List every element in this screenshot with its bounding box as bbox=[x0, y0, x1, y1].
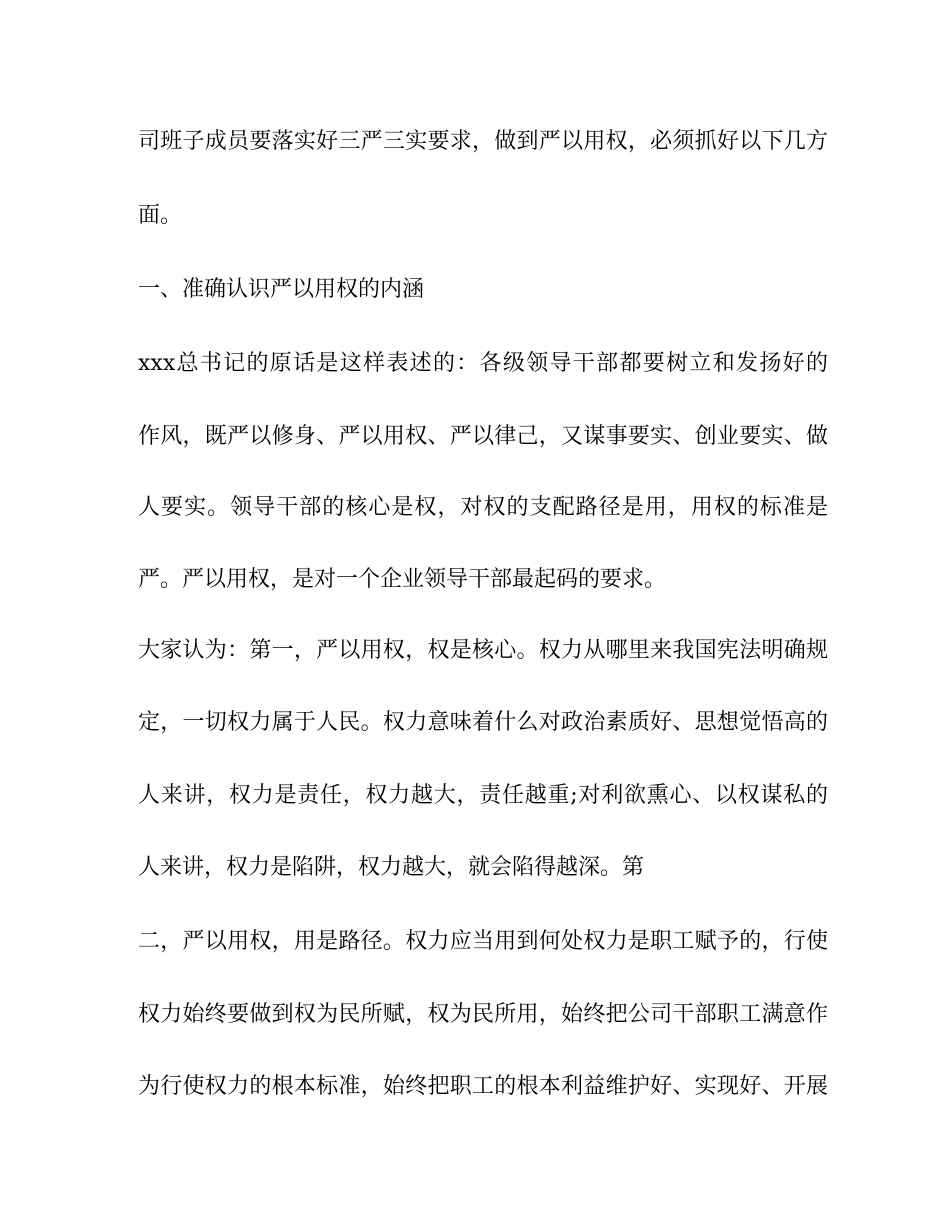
text-line: 严。严以用权，是对一个企业领导干部最起码的要求。 bbox=[138, 567, 667, 592]
text-line: 定，一切权力属于人民。权力意味着什么对政治素质好、思想觉悟高的 bbox=[138, 710, 828, 735]
text-line: 人来讲，权力是责任，权力越大，责任越重;对利欲熏心、以权谋私的 bbox=[138, 783, 828, 808]
text-line: 司班子成员要落实好三严三实要求，做到严以用权，必须抓好以下几方 bbox=[138, 129, 828, 154]
text-line: 人要实。领导干部的核心是权，对权的支配路径是用，用权的标准是 bbox=[138, 495, 828, 520]
text-line: 作风，既严以修身、严以用权、严以律己，又谋事要实、创业要实、做 bbox=[138, 424, 828, 449]
text-line: 面。 bbox=[138, 203, 183, 228]
text-line: 二，严以用权，用是路径。权力应当用到何处权力是职工赋予的，行使 bbox=[138, 929, 828, 954]
text-line: 大家认为：第一，严以用权，权是核心。权力从哪里来我国宪法明确规 bbox=[138, 638, 828, 663]
section-heading: 一、准确认识严以用权的内涵 bbox=[138, 277, 425, 302]
text-line: 权力始终要做到权为民所赋，权为民所用，始终把公司干部职工满意作 bbox=[138, 1002, 828, 1027]
text-line: xxx总书记的原话是这样表述的：各级领导干部都要树立和发扬好的 bbox=[138, 351, 828, 376]
text-line: 人来讲，权力是陷阱，权力越大，就会陷得越深。第 bbox=[138, 855, 645, 880]
text-line: 为行使权力的根本标准，始终把职工的根本利益维护好、实现好、开展 bbox=[138, 1074, 828, 1099]
